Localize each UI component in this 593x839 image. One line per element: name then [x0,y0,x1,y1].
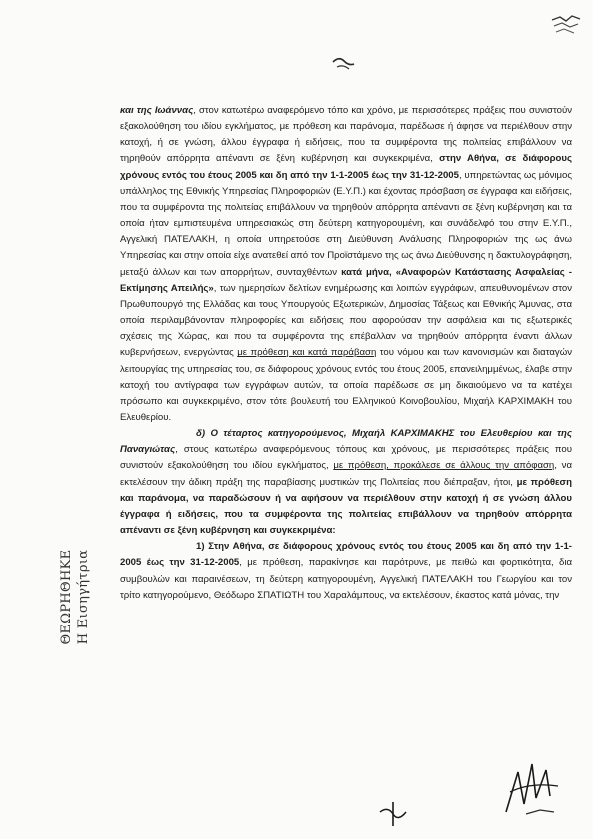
text-run: με πρόθεση, προκάλεσε σε άλλους την απόφαση [333,460,555,472]
text-run: , των ημερησίων δελτίων ενημέρωσης και λοιπών εγγράφων, απευθυνομένων στον Πρωθυπουργό της Ελλάδας και τους Υπουργούς Εξωτερικών, Δημοσίας Τάξεως και Εθνικής Άμυνας, στα οποία περιλαμβάνονταν πληροφορίες και ειδήσεις που αφορούσαν την ασφάλεια και τις εξωτερικές σχέσεις της Χώρας, και που τα συμφέροντα της επέβαλλαν να τηρηθούν απόρρητα έναντι άλλων κυβερνήσεων, ενεργώντας [120,282,572,359]
document-body [120,103,572,604]
paragraph-continuation [120,103,572,426]
paragraph-defendant-d [120,426,572,539]
stamp-line-1: ΘΕΩΡΗΘΗΚΕ [59,549,74,645]
text-run: , με πρόθεση, παρακίνησε και παρότρυνε, με πειθώ και φορτικότητα, δια συμβουλών και παραινέσεων, τη δεύτερη κατηγορουμένη, Αγγελική ΠΑΤΕΛΑΚΗ του Γεωργίου και τον τρίτο κατηγορούμενο, Θεόδωρο ΣΠΑΤΙΩΤΗ του Χαραλάμπους, να εκτελέσουν, έκαστος κατά μόνας, την [120,557,573,601]
text-run: δ) Ο τέταρτος κατηγορούμενος, Μιχαήλ ΚΑΡΧΙΜΑΚΗΣ του Ελευθερίου και της Παναγιώτας [120,428,572,456]
pen-mark-icon [330,52,356,74]
text-run: με πρόθεση και κατά παράβαση [237,347,377,359]
text-run: του νόμου και των κανονισμών και διαταγών λειτουργίας της υπηρεσίας του, σε διάφορους χρόνους εντός του έτους 2005, επανειλημμένως, έλαβε στην κατοχή του αντίγραφα των εγγράφων αυτών, τα οποία παρέδωσε σε μη δικαιούμενο να τα κατέχει πρόσωπο και συγκεκριμένο, στον τότε βουλευτή του Ελληνικού Κοινοβουλίου, Μιχαήλ ΚΑΡΧΙΜΑΚΗ του Ελευθερίου. [120,347,572,423]
review-stamp [34,540,100,652]
initials-icon [376,800,410,828]
stamp-line-2: Η Εισηγήτρια [76,549,91,645]
text-run: , στον κατωτέρω αναφερόμενο τόπο και χρόνο, με περισσότερες πράξεις που συνιστούν εξακολούθηση του ιδίου εγκλήματος, με πρόθεση και παράνομα, παρέδωσε ή άφησε να περιέλθουν στην κατοχή, ή σε γνώση, άλλου έγγραφα ή ειδήσεις, που τα συμφέροντα της πολιτείας επιβάλλουν να τηρηθούν απόρρητα απέναντι σε ξένη κυβέρνηση και συγκεκριμένα, [120,105,572,165]
text-run: , στους κατωτέρω αναφερόμενους τόπους και χρόνους, με περισσότερες πράξεις που συνιστούν εξακολούθηση του ιδίου εγκλήματος, [120,444,572,472]
text-run: και της Ιωάννας [120,105,194,116]
text-run: στην Αθήνα, σε διάφορους χρόνους εντός του έτους 2005 και δη από την 1-1-2005 έως την 31-12-2005 [120,153,572,181]
text-run: , να εκτελέσουν την άδικη πράξη της παραβίασης μυστικών της Πολιτείας που διέπραξαν, ήτοι, [120,460,572,488]
scribble-mark-icon [550,14,582,36]
signature-icon [496,752,566,822]
stamp-text [58,532,92,662]
text-run: 1) Στην Αθήνα, σε διάφορους χρόνους εντός του έτους 2005 και δη από την 1-1-2005 έως την 31-12-2005 [120,541,572,569]
paragraph-item-1 [120,539,572,604]
text-run: κατά μήνα, «Αναφορών Κατάστασης Ασφαλείας - Εκτίμησης Απειλής» [120,266,572,294]
text-run: με πρόθεση και παράνομα, να παραδώσουν ή να αφήσουν να περιέλθουν στην κατοχή ή σε γνώση άλλου έγγραφα ή ειδήσεις, που τα συμφέροντα της πολιτείας επιβάλλουν να τηρηθούν απόρρητα απέναντι σε ξένη κυβέρνηση και συγκεκριμένα: [120,476,572,537]
text-run: , υπηρετώντας ως μόνιμος υπάλληλος της Εθνικής Υπηρεσίας Πληροφοριών (Ε.Υ.Π.) και έχοντας πρόσβαση σε έγγραφα και ειδήσεις, που τα συμφέροντα της πολιτείας επιβάλλουν να τηρηθούν απόρρητα απέναντι σε ξένη κυβέρνηση και τα οποία ήταν εμπιστευμένα υπηρεσιακώς στη δεύτερη κατηγορουμένη, και συνάδελφό του στην Ε.Υ.Π., Αγγελική ΠΑΤΕΛΑΚΗ, η οποία υπηρετούσε στη Διεύθυνση Ανάλυσης Πληροφοριών της ως άνω Υπηρεσίας και στην οποία είχε ανατεθεί από τον Προϊστάμενο της ως άνω Διεύθυνσης η δακτυλογράφηση, μεταξύ άλλων και των απορρήτων, συνταχθέντων [120,169,572,278]
